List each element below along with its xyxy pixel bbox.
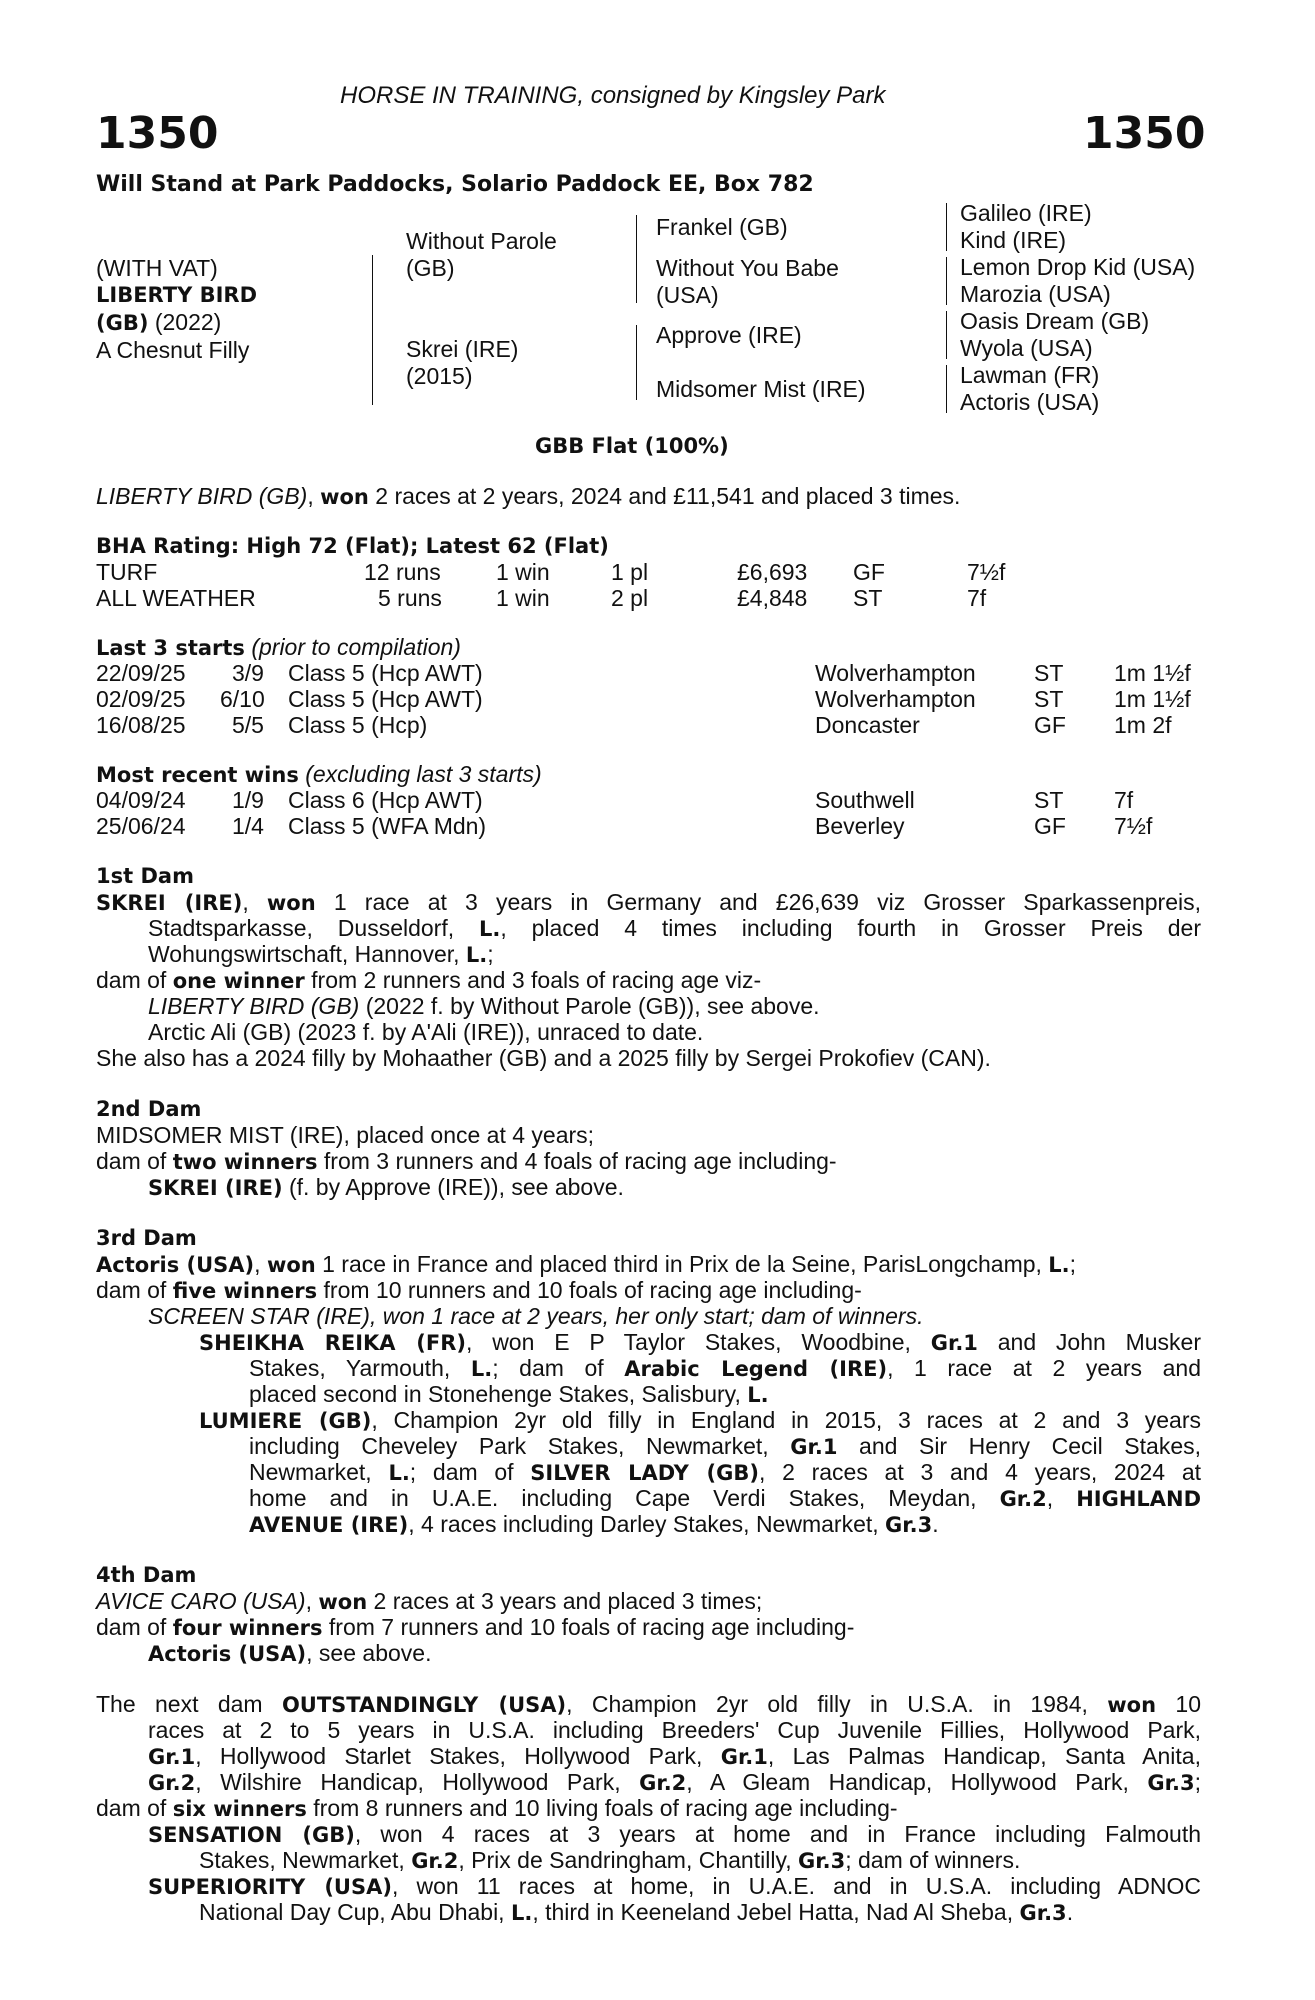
pedigree-brace-1 (372, 255, 373, 405)
next-dam-sensation-1: SENSATION (GB), won 4 races at 3 years at home and in France including Falmouth (148, 1821, 1201, 1847)
dam2-title: 2nd Dam (96, 1097, 202, 1121)
next-dam-3: Gr.1, Hollywood Starlet Stakes, Hollywood Park, Gr.1, Las Palmas Handicap, Santa Anita, (148, 1743, 1201, 1769)
dam1-line1: SKREI (IRE), won 1 race at 3 years in Germany and £26,639 viz Grosser Sparkassenpreis, (96, 889, 1202, 915)
lot-number-left: 1350 (96, 108, 219, 159)
bha-rating: BHA Rating: High 72 (Flat); Latest 62 (Flat) (96, 534, 609, 558)
consignment-line: HORSE IN TRAINING, consigned by Kingsley Park (340, 82, 886, 109)
sire-sire-dam: Kind (IRE) (960, 227, 1067, 253)
pedigree-brace-2a (636, 215, 637, 303)
dam4-produce-1: Actoris (USA), see above. (148, 1640, 432, 1666)
sire: Without Parole (GB) (406, 228, 557, 281)
next-dam-superiority-1: SUPERIORITY (USA), won 11 races at home, in U.A.E. and in U.S.A. including ADNOC (148, 1873, 1202, 1899)
horse-year: (2022) (154, 309, 222, 335)
dam3-lumiere-3: Newmarket, L.; dam of SILVER LADY (GB), 2 races at 3 and 4 years, 2024 at (249, 1459, 1202, 1485)
dam3-lumiere-2: including Cheveley Park Stakes, Newmarket, Gr.1 and Sir Henry Cecil Stakes, (249, 1433, 1201, 1459)
pedigree-brace-3b (946, 257, 947, 305)
dam-dam: Midsomer Mist (IRE) (656, 376, 866, 402)
dam4-line1: AVICE CARO (USA), won 2 races at 3 years and placed 3 times; (96, 1588, 763, 1614)
dam1-line2: Stadtsparkasse, Dusseldorf, L., placed 4 times including fourth in Grosser Preis der (148, 915, 1202, 941)
horse-name: LIBERTY BIRD (96, 283, 258, 307)
dam1-line3: Wohungswirtschaft, Hannover, L.; (148, 941, 494, 967)
pedigree-brace-2b (636, 325, 637, 400)
lot-number-right: 1350 (1083, 108, 1206, 159)
pedigree-brace-3c (946, 311, 947, 359)
dam: Skrei (IRE) (2015) (406, 336, 519, 389)
dam1-produce-1: LIBERTY BIRD (GB) (2022 f. by Without Parole (GB)), see above. (148, 993, 820, 1019)
dam3-sheikha-reika-1: SHEIKHA REIKA (FR), won E P Taylor Stakes, Woodbine, Gr.1 and John Musker (199, 1329, 1202, 1355)
stand-location: Will Stand at Park Paddocks, Solario Paddock EE, Box 782 (96, 172, 814, 197)
gbb-flat: GBB Flat (100%) (535, 434, 729, 458)
sire-dam-dam: Marozia (USA) (960, 281, 1111, 307)
dam1-produce-2: Arctic Ali (GB) (2023 f. by A'Ali (IRE)), unraced to date. (148, 1019, 704, 1045)
dam4-line2: dam of four winners from 7 runners and 10 foals of racing age including- (96, 1614, 855, 1640)
last3-title: Last 3 starts (prior to compilation) (96, 634, 461, 660)
dam2-line1: MIDSOMER MIST (IRE), placed once at 4 years; (96, 1122, 595, 1148)
dam3-sheikha-reika-3: placed second in Stonehenge Stakes, Salisbury, L. (249, 1381, 769, 1407)
pedigree-brace-3d (946, 365, 947, 413)
pedigree-brace-3a (946, 203, 947, 251)
horse-country: (GB) (96, 311, 149, 335)
sire-dam-sire: Lemon Drop Kid (USA) (960, 254, 1196, 280)
dam3-lumiere-5: AVENUE (IRE), 4 races including Darley Stakes, Newmarket, Gr.3. (249, 1511, 939, 1537)
dam1-title: 1st Dam (96, 864, 194, 888)
dam3-lumiere-1: LUMIERE (GB), Champion 2yr old filly in England in 2015, 3 races at 2 and 3 years (199, 1407, 1201, 1433)
sire-dam: Without You Babe (USA) (656, 255, 839, 308)
sire-sire-sire: Galileo (IRE) (960, 200, 1092, 226)
dam-sire: Approve (IRE) (656, 322, 802, 348)
sire-sire: Frankel (GB) (656, 214, 788, 240)
dam-sire-dam: Wyola (USA) (960, 335, 1093, 361)
dam2-line2: dam of two winners from 3 runners and 4 foals of racing age including- (96, 1148, 837, 1174)
dam-dam-sire: Lawman (FR) (960, 362, 1100, 388)
dam1-produce-3: She also has a 2024 filly by Mohaather (GB) and a 2025 filly by Sergei Prokofiev (CAN). (96, 1045, 991, 1071)
dam2-produce-1: SKREI (IRE) (f. by Approve (IRE)), see above. (148, 1174, 624, 1200)
dam3-line1: Actoris (USA), won 1 race in France and placed third in Prix de la Seine, ParisLongchamp, L.; (96, 1251, 1077, 1277)
next-dam-4: Gr.2, Wilshire Handicap, Hollywood Park, Gr.2, A Gleam Handicap, Hollywood Park, Gr.3; (148, 1769, 1202, 1795)
dam3-sheikha-reika-2: Stakes, Yarmouth, L.; dam of Arabic Legend (IRE), 1 race at 2 years and (249, 1355, 1201, 1381)
next-dam-5: dam of six winners from 8 runners and 10 living foals of racing age including- (96, 1795, 898, 1821)
dam4-title: 4th Dam (96, 1563, 197, 1587)
dam3-lumiere-4: home and in U.A.E. including Cape Verdi Stakes, Meydan, Gr.2, HIGHLAND (249, 1485, 1202, 1511)
dam-sire-sire: Oasis Dream (GB) (960, 308, 1150, 334)
next-dam-sensation-2: Stakes, Newmarket, Gr.2, Prix de Sandringham, Chantilly, Gr.3; dam of winners. (199, 1847, 1021, 1873)
next-dam-2: races at 2 to 5 years in U.S.A. including Breeders' Cup Juvenile Fillies, Hollywood Park, (148, 1717, 1201, 1743)
dam1-line4: dam of one winner from 2 runners and 3 foals of racing age viz- (96, 967, 762, 993)
next-dam-1: The next dam OUTSTANDINGLY (USA), Champion 2yr old filly in U.S.A. in 1984, won 10 (96, 1691, 1202, 1717)
racing-summary: LIBERTY BIRD (GB), won 2 races at 2 years, 2024 and £11,541 and placed 3 times. (96, 483, 961, 509)
recent-title: Most recent wins (excluding last 3 starts) (96, 761, 542, 787)
dam3-title: 3rd Dam (96, 1226, 197, 1250)
horse-description: A Chesnut Filly (96, 337, 250, 363)
dam3-screen-star: SCREEN STAR (IRE), won 1 race at 2 years, her only start; dam of winners. (148, 1303, 924, 1329)
dam-dam-dam: Actoris (USA) (960, 389, 1100, 415)
next-dam-superiority-2: National Day Cup, Abu Dhabi, L., third in Keeneland Jebel Hatta, Nad Al Sheba, Gr.3. (199, 1899, 1074, 1925)
dam3-line2: dam of five winners from 10 runners and 10 foals of racing age including- (96, 1277, 862, 1303)
vat-note: (WITH VAT) (96, 255, 218, 281)
horse-ident (96, 255, 257, 364)
